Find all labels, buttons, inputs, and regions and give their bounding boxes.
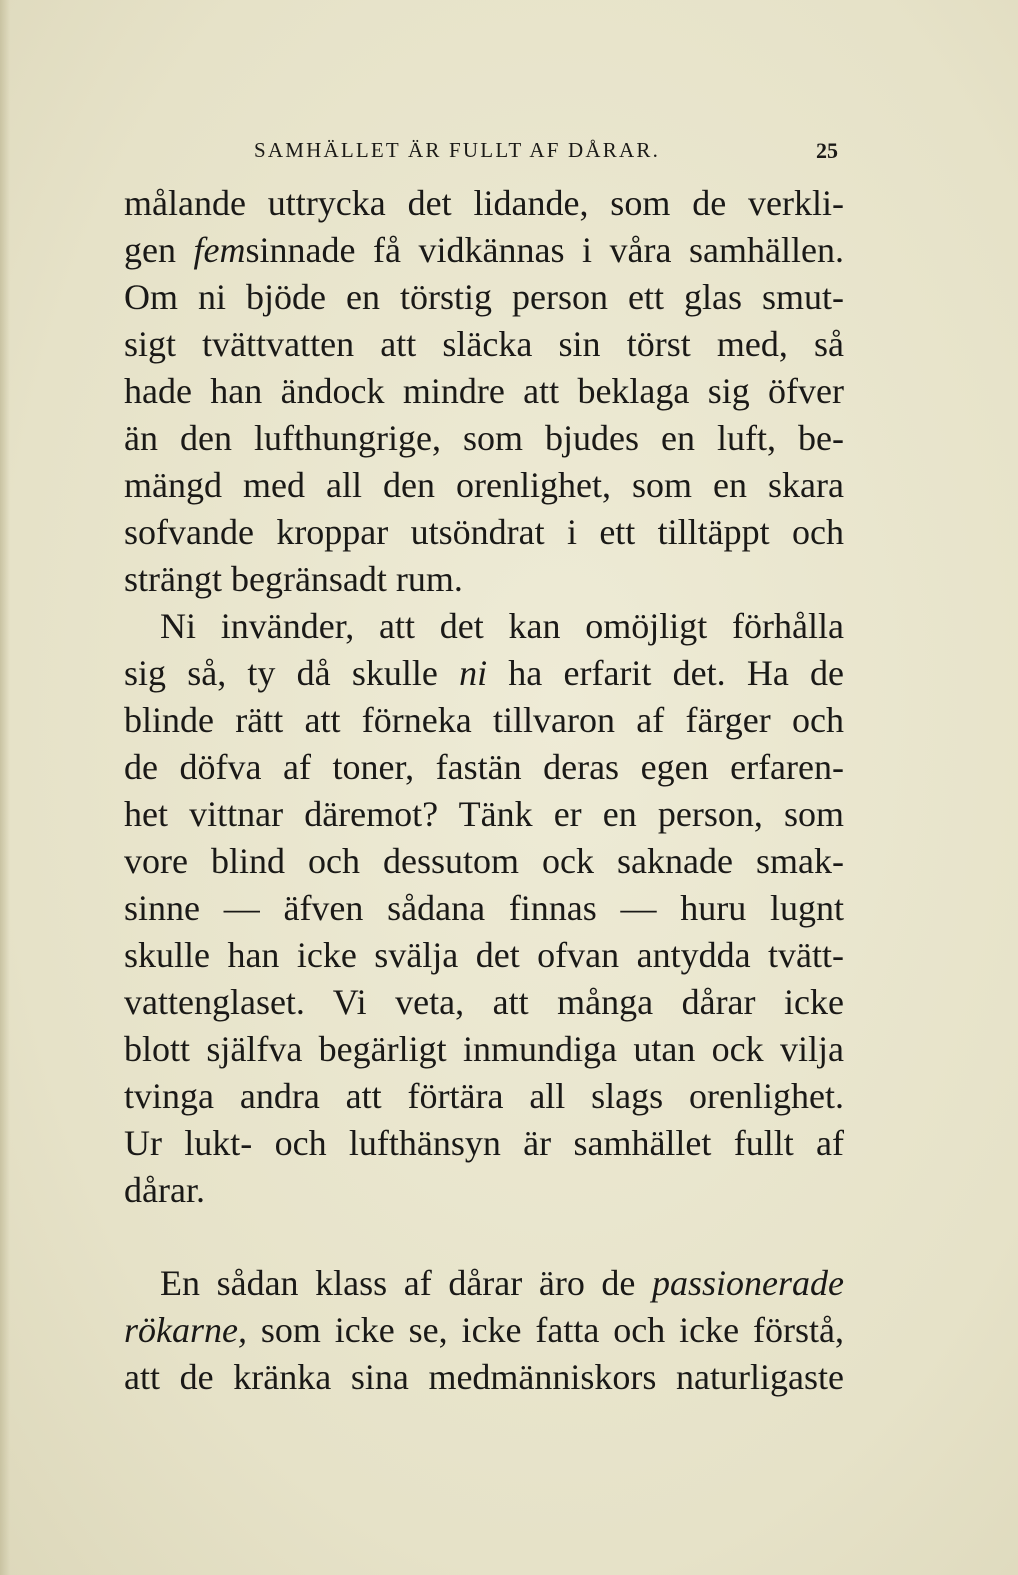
text-run: sinne — äfven sådana finnas — huru lugnt — [124, 888, 844, 928]
text-line — [124, 697, 844, 744]
text-run: skulle han icke svälja det ofvan antydda tvätt- — [124, 935, 844, 975]
text-line — [124, 791, 844, 838]
text-line — [124, 368, 844, 415]
text-run: hade han ändock mindre att beklaga sig öfver — [124, 371, 844, 411]
text-run: dårar. — [124, 1170, 205, 1210]
paragraph — [124, 603, 844, 1214]
text-run: än den lufthungrige, som bjudes en luft, be- — [124, 418, 844, 458]
text-run: En sådan klass af dårar äro de — [160, 1263, 652, 1303]
running-title: SAMHÄLLET ÄR FULLT AF DÅRAR. — [254, 138, 661, 162]
text-run: Ur lukt- och lufthänsyn är samhället fullt af — [124, 1123, 844, 1163]
italic-text: fem — [193, 230, 246, 270]
text-run: de döfva af toner, fastän deras egen erfaren- — [124, 747, 844, 787]
text-line — [124, 932, 844, 979]
text-line — [124, 415, 844, 462]
text-run: sigt tvättvatten att släcka sin törst med, så — [124, 324, 844, 364]
text-run: tvinga andra att förtära all slags orenlighet. — [124, 1076, 844, 1116]
text-run: strängt begränsadt rum. — [124, 559, 463, 599]
text-run: het vittnar däremot? Tänk er en person, som — [124, 794, 844, 834]
italic-text: rökarne, — [124, 1310, 247, 1350]
text-run: blinde rätt att förneka tillvaron af färger och — [124, 700, 844, 740]
text-run: sinnade få vidkännas i våra samhällen. — [245, 230, 844, 270]
text-line — [124, 650, 844, 697]
text-line — [124, 462, 844, 509]
text-line — [124, 603, 844, 650]
text-run: som icke se, icke fatta och icke förstå, — [246, 1310, 844, 1350]
text-line — [124, 1307, 844, 1354]
paragraph-gap — [124, 1214, 844, 1260]
text-line — [124, 885, 844, 932]
page-number: 25 — [816, 138, 838, 163]
text-run: målande uttrycka det lidande, som de verkli- — [124, 183, 844, 223]
text-line — [124, 1354, 844, 1401]
text-line — [124, 1120, 844, 1167]
page-gutter-shadow — [0, 0, 10, 1575]
text-run: sofvande kroppar utsöndrat i ett tilltäppt och — [124, 512, 844, 552]
text-line — [124, 227, 844, 274]
text-run: ha erfarit det. Ha de — [487, 653, 844, 693]
text-line — [124, 556, 844, 603]
text-run: vore blind och dessutom ock saknade smak- — [124, 841, 844, 881]
text-line — [124, 180, 844, 227]
text-run: sig så, ty då skulle — [124, 653, 460, 693]
text-run: vattenglaset. Vi veta, att många dårar icke — [124, 982, 844, 1022]
text-run: gen — [124, 230, 194, 270]
text-line — [124, 1026, 844, 1073]
running-header — [254, 138, 854, 168]
italic-text: passionerade — [652, 1263, 844, 1303]
text-line — [124, 979, 844, 1026]
text-line — [124, 1073, 844, 1120]
text-run: blott själfva begärligt inmundiga utan ock vilja — [124, 1029, 844, 1069]
text-run: att de kränka sina medmänniskors naturligaste — [124, 1357, 844, 1397]
text-line — [124, 1167, 844, 1214]
text-line — [124, 509, 844, 556]
body-text — [124, 180, 844, 1401]
text-line — [124, 321, 844, 368]
italic-text: ni — [459, 653, 488, 693]
text-run: mängd med all den orenlighet, som en skara — [124, 465, 844, 505]
paragraph — [124, 180, 844, 603]
text-run: Ni invänder, att det kan omöjligt förhålla — [160, 606, 844, 646]
text-line — [124, 838, 844, 885]
text-line — [124, 274, 844, 321]
text-line — [124, 1260, 844, 1307]
paragraph — [124, 1260, 844, 1401]
text-line — [124, 744, 844, 791]
text-run: Om ni bjöde en törstig person ett glas smut- — [124, 277, 844, 317]
